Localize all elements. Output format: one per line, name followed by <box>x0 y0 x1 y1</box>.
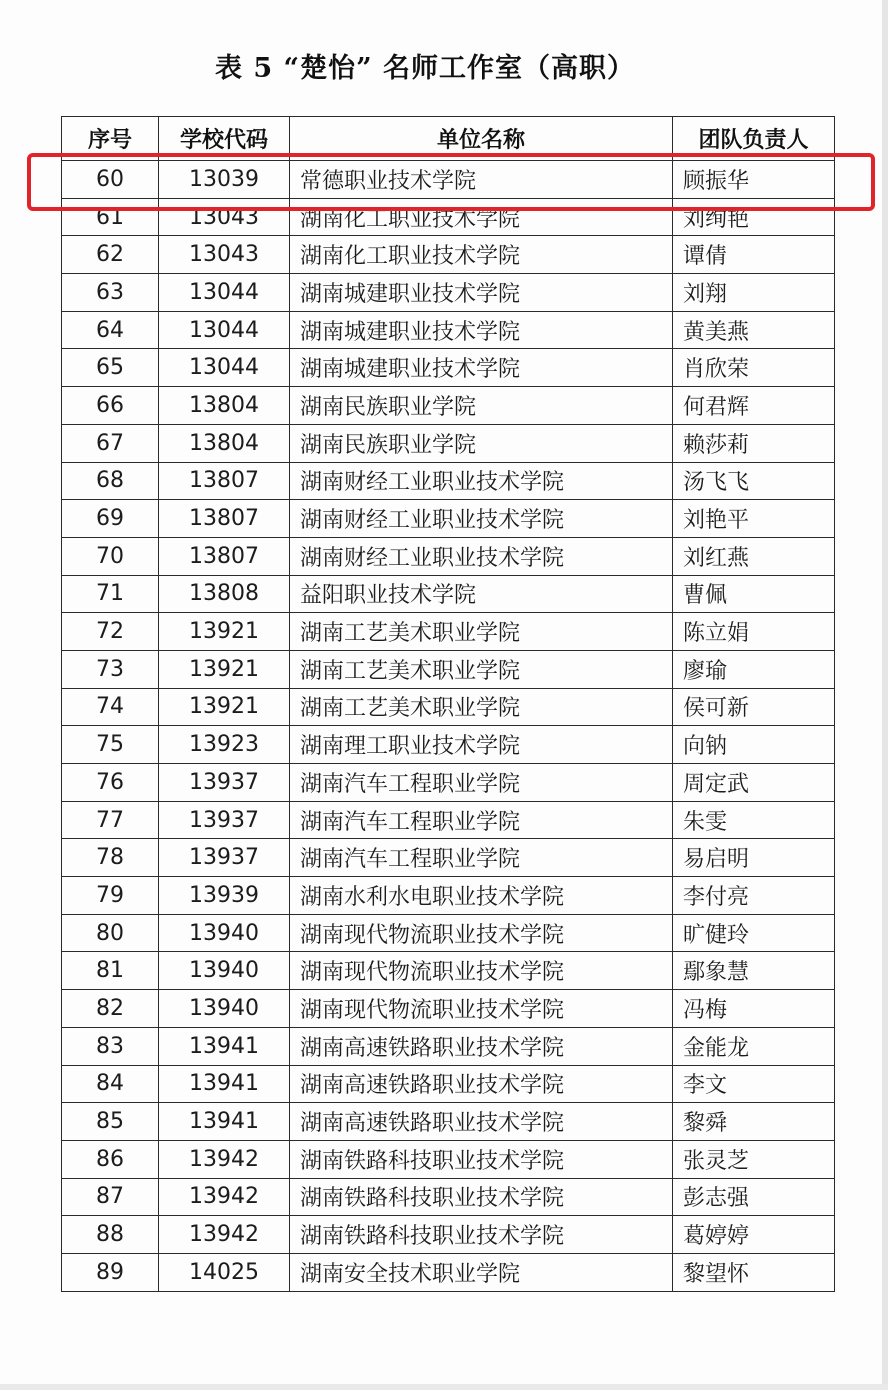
cell-unit-name: 湖南理工职业技术学院 <box>290 726 673 764</box>
cell-seq: 89 <box>62 1253 159 1291</box>
cell-seq: 62 <box>62 236 159 274</box>
cell-school-code: 13804 <box>159 424 290 462</box>
cell-unit-name: 常德职业技术学院 <box>290 161 673 199</box>
cell-unit-name: 湖南汽车工程职业学院 <box>290 801 673 839</box>
cell-seq: 78 <box>62 839 159 877</box>
table-row <box>62 349 835 387</box>
cell-unit-name: 湖南城建职业技术学院 <box>290 274 673 312</box>
table-row <box>62 1065 835 1103</box>
cell-school-code: 13940 <box>159 952 290 990</box>
cell-seq: 71 <box>62 575 159 613</box>
cell-team-lead: 黎望怀 <box>673 1253 835 1291</box>
page-edge-right <box>882 0 888 1390</box>
cell-school-code: 13942 <box>159 1178 290 1216</box>
table-row <box>62 877 835 915</box>
table-row <box>62 387 835 425</box>
cell-unit-name: 益阳职业技术学院 <box>290 575 673 613</box>
cell-seq: 84 <box>62 1065 159 1103</box>
table-row <box>62 1253 835 1291</box>
cell-seq: 85 <box>62 1103 159 1141</box>
cell-seq: 82 <box>62 990 159 1028</box>
cell-school-code: 13937 <box>159 764 290 802</box>
cell-school-code: 13044 <box>159 311 290 349</box>
table-row <box>62 236 835 274</box>
cell-seq: 67 <box>62 424 159 462</box>
cell-school-code: 13921 <box>159 688 290 726</box>
cell-school-code: 13044 <box>159 349 290 387</box>
cell-seq: 66 <box>62 387 159 425</box>
page-edge-bottom <box>0 1384 888 1390</box>
cell-unit-name: 湖南财经工业职业技术学院 <box>290 537 673 575</box>
cell-seq: 63 <box>62 274 159 312</box>
cell-school-code: 13937 <box>159 801 290 839</box>
cell-unit-name: 湖南财经工业职业技术学院 <box>290 462 673 500</box>
cell-school-code: 13808 <box>159 575 290 613</box>
cell-unit-name: 湖南财经工业职业技术学院 <box>290 500 673 538</box>
cell-seq: 65 <box>62 349 159 387</box>
cell-team-lead: 鄢象慧 <box>673 952 835 990</box>
cell-team-lead: 冯梅 <box>673 990 835 1028</box>
cell-unit-name: 湖南民族职业学院 <box>290 387 673 425</box>
header-seq: 序号 <box>62 117 159 161</box>
cell-school-code: 13921 <box>159 650 290 688</box>
cell-team-lead: 赖莎莉 <box>673 424 835 462</box>
cell-team-lead: 何君辉 <box>673 387 835 425</box>
cell-seq: 70 <box>62 537 159 575</box>
cell-unit-name: 湖南汽车工程职业学院 <box>290 764 673 802</box>
cell-team-lead: 肖欣荣 <box>673 349 835 387</box>
cell-team-lead: 周定武 <box>673 764 835 802</box>
table-row <box>62 764 835 802</box>
table-row <box>62 688 835 726</box>
cell-team-lead: 李付亮 <box>673 877 835 915</box>
cell-team-lead: 刘艳平 <box>673 500 835 538</box>
document-title: 表 5 “楚怡” 名师工作室（高职） <box>214 53 636 84</box>
cell-unit-name: 湖南现代物流职业技术学院 <box>290 952 673 990</box>
cell-unit-name: 湖南安全技术职业学院 <box>290 1253 673 1291</box>
cell-seq: 83 <box>62 1027 159 1065</box>
cell-unit-name: 湖南现代物流职业技术学院 <box>290 990 673 1028</box>
cell-seq: 76 <box>62 764 159 802</box>
cell-unit-name: 湖南汽车工程职业学院 <box>290 839 673 877</box>
table-row <box>62 613 835 651</box>
table-row <box>62 1027 835 1065</box>
cell-unit-name: 湖南铁路科技职业技术学院 <box>290 1178 673 1216</box>
cell-seq: 79 <box>62 877 159 915</box>
cell-seq: 72 <box>62 613 159 651</box>
cell-unit-name: 湖南铁路科技职业技术学院 <box>290 1216 673 1254</box>
cell-school-code: 13921 <box>159 613 290 651</box>
cell-team-lead: 刘红燕 <box>673 537 835 575</box>
table-row <box>62 575 835 613</box>
cell-seq: 61 <box>62 198 159 236</box>
cell-school-code: 13923 <box>159 726 290 764</box>
cell-team-lead: 朱雯 <box>673 801 835 839</box>
cell-school-code: 13043 <box>159 236 290 274</box>
table-row <box>62 650 835 688</box>
table-row <box>62 161 835 199</box>
cell-team-lead: 黎舜 <box>673 1103 835 1141</box>
cell-seq: 60 <box>62 161 159 199</box>
cell-school-code: 13942 <box>159 1216 290 1254</box>
table-row <box>62 500 835 538</box>
cell-team-lead: 李文 <box>673 1065 835 1103</box>
cell-team-lead: 葛婷婷 <box>673 1216 835 1254</box>
cell-unit-name: 湖南城建职业技术学院 <box>290 349 673 387</box>
cell-team-lead: 陈立娟 <box>673 613 835 651</box>
table-row <box>62 801 835 839</box>
cell-unit-name: 湖南铁路科技职业技术学院 <box>290 1140 673 1178</box>
header-unit-name: 单位名称 <box>290 117 673 161</box>
cell-team-lead: 刘翔 <box>673 274 835 312</box>
cell-seq: 75 <box>62 726 159 764</box>
table-header-row <box>62 117 835 161</box>
cell-team-lead: 侯可新 <box>673 688 835 726</box>
header-team-lead: 团队负责人 <box>673 117 835 161</box>
table-row <box>62 424 835 462</box>
cell-school-code: 13941 <box>159 1065 290 1103</box>
table-body <box>62 161 835 1292</box>
cell-team-lead: 谭倩 <box>673 236 835 274</box>
table-row <box>62 952 835 990</box>
cell-unit-name: 湖南高速铁路职业技术学院 <box>290 1027 673 1065</box>
cell-seq: 81 <box>62 952 159 990</box>
table-row <box>62 537 835 575</box>
cell-school-code: 13807 <box>159 537 290 575</box>
cell-seq: 80 <box>62 914 159 952</box>
cell-school-code: 13939 <box>159 877 290 915</box>
cell-unit-name: 湖南现代物流职业技术学院 <box>290 914 673 952</box>
cell-school-code: 13940 <box>159 990 290 1028</box>
cell-school-code: 13043 <box>159 198 290 236</box>
cell-unit-name: 湖南工艺美术职业学院 <box>290 650 673 688</box>
cell-team-lead: 向钠 <box>673 726 835 764</box>
table-row <box>62 1216 835 1254</box>
cell-school-code: 13807 <box>159 500 290 538</box>
cell-unit-name: 湖南化工职业技术学院 <box>290 198 673 236</box>
roster-table <box>61 116 835 1292</box>
cell-seq: 77 <box>62 801 159 839</box>
table-row <box>62 1140 835 1178</box>
cell-seq: 74 <box>62 688 159 726</box>
cell-school-code: 13941 <box>159 1027 290 1065</box>
cell-team-lead: 曹佩 <box>673 575 835 613</box>
cell-unit-name: 湖南化工职业技术学院 <box>290 236 673 274</box>
cell-school-code: 13807 <box>159 462 290 500</box>
table-row <box>62 914 835 952</box>
table-row <box>62 274 835 312</box>
table-row <box>62 1103 835 1141</box>
cell-team-lead: 汤飞飞 <box>673 462 835 500</box>
cell-team-lead: 张灵芝 <box>673 1140 835 1178</box>
cell-unit-name: 湖南高速铁路职业技术学院 <box>290 1065 673 1103</box>
table-row <box>62 1178 835 1216</box>
cell-school-code: 13804 <box>159 387 290 425</box>
cell-unit-name: 湖南高速铁路职业技术学院 <box>290 1103 673 1141</box>
cell-seq: 73 <box>62 650 159 688</box>
cell-seq: 86 <box>62 1140 159 1178</box>
cell-team-lead: 刘绚艳 <box>673 198 835 236</box>
cell-school-code: 14025 <box>159 1253 290 1291</box>
cell-unit-name: 湖南城建职业技术学院 <box>290 311 673 349</box>
cell-team-lead: 金能龙 <box>673 1027 835 1065</box>
cell-seq: 69 <box>62 500 159 538</box>
cell-school-code: 13039 <box>159 161 290 199</box>
cell-school-code: 13937 <box>159 839 290 877</box>
table-row <box>62 990 835 1028</box>
cell-seq: 68 <box>62 462 159 500</box>
cell-school-code: 13942 <box>159 1140 290 1178</box>
cell-team-lead: 易启明 <box>673 839 835 877</box>
cell-seq: 64 <box>62 311 159 349</box>
cell-seq: 87 <box>62 1178 159 1216</box>
cell-unit-name: 湖南工艺美术职业学院 <box>290 688 673 726</box>
cell-team-lead: 廖瑜 <box>673 650 835 688</box>
cell-unit-name: 湖南民族职业学院 <box>290 424 673 462</box>
cell-school-code: 13044 <box>159 274 290 312</box>
cell-school-code: 13940 <box>159 914 290 952</box>
header-school-code: 学校代码 <box>159 117 290 161</box>
cell-seq: 88 <box>62 1216 159 1254</box>
cell-team-lead: 旷健玲 <box>673 914 835 952</box>
cell-team-lead: 黄美燕 <box>673 311 835 349</box>
cell-school-code: 13941 <box>159 1103 290 1141</box>
cell-unit-name: 湖南水利水电职业技术学院 <box>290 877 673 915</box>
table-row <box>62 311 835 349</box>
table-row <box>62 462 835 500</box>
cell-unit-name: 湖南工艺美术职业学院 <box>290 613 673 651</box>
table-row <box>62 198 835 236</box>
table-row <box>62 839 835 877</box>
table-row <box>62 726 835 764</box>
cell-team-lead: 彭志强 <box>673 1178 835 1216</box>
cell-team-lead: 顾振华 <box>673 161 835 199</box>
